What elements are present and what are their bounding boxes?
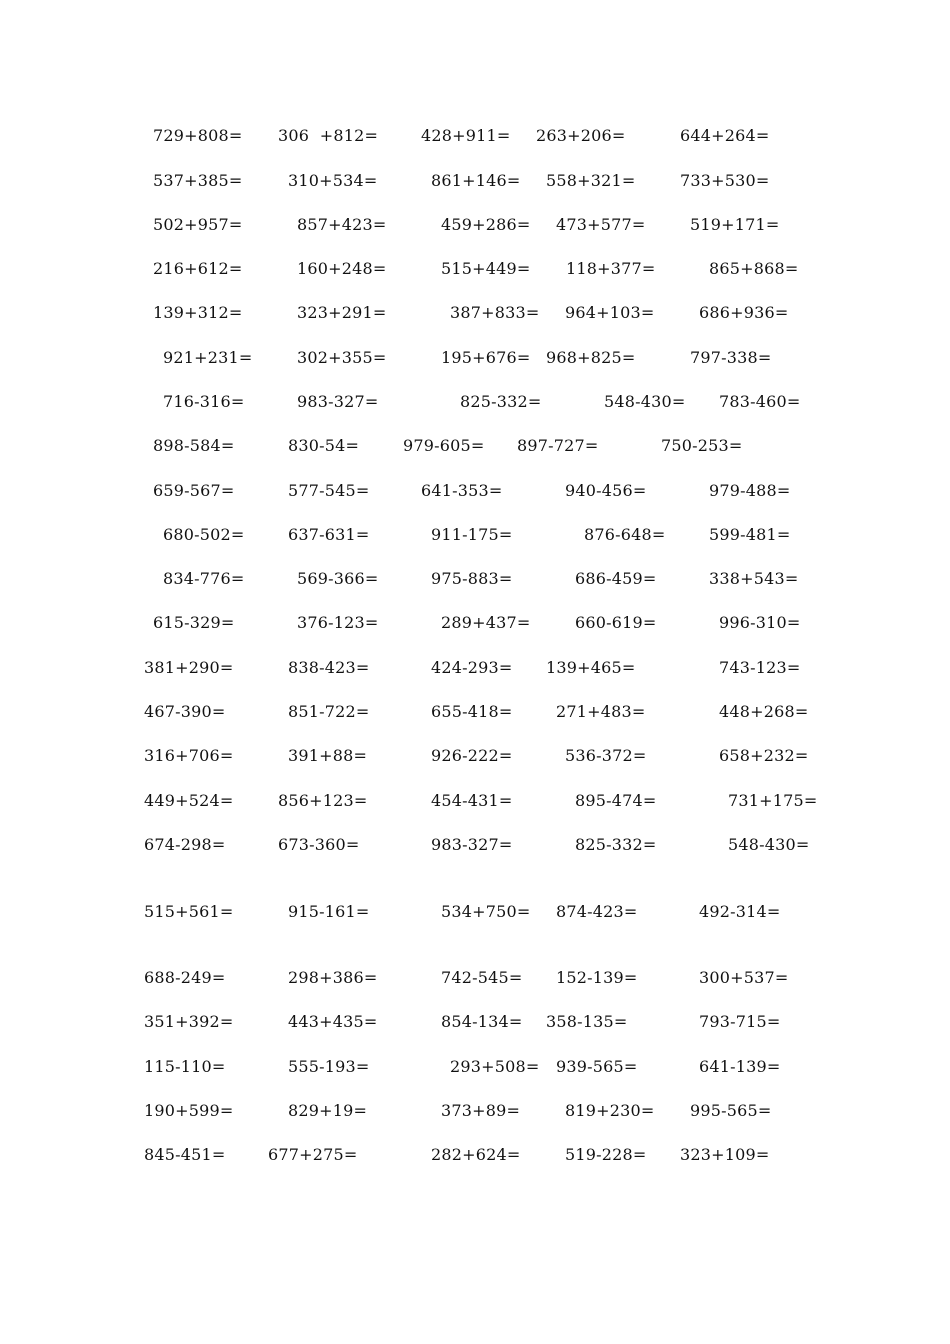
- math-problem: 381+290=: [144, 658, 234, 677]
- math-problem: 641-353=: [421, 481, 503, 500]
- math-problem: 921+231=: [163, 348, 253, 367]
- math-problem: 856+123=: [278, 791, 368, 810]
- math-problem: 537+385=: [153, 171, 243, 190]
- math-problem: 729+808=: [153, 126, 243, 145]
- math-problem: 293+508=: [450, 1057, 540, 1076]
- math-problem: 641-139=: [699, 1057, 781, 1076]
- math-problem: 851-722=: [288, 702, 370, 721]
- math-problem: 996-310=: [719, 613, 801, 632]
- math-problem: 391+88=: [288, 746, 368, 765]
- math-problem: 492-314=: [699, 902, 781, 921]
- math-problem: 939-565=: [556, 1057, 638, 1076]
- math-problem: 515+449=: [441, 259, 531, 278]
- math-problem: 979-488=: [709, 481, 791, 500]
- math-problem: 316+706=: [144, 746, 234, 765]
- math-problem: 139+465=: [546, 658, 636, 677]
- math-problem: 548-430=: [728, 835, 810, 854]
- math-problem: 190+599=: [144, 1101, 234, 1120]
- math-problem: 323+291=: [297, 303, 387, 322]
- math-problem: 536-372=: [565, 746, 647, 765]
- math-problem: 975-883=: [431, 569, 513, 588]
- math-problem: 838-423=: [288, 658, 370, 677]
- math-problem: 644+264=: [680, 126, 770, 145]
- math-problem: 519+171=: [690, 215, 780, 234]
- math-problem: 263+206=: [536, 126, 626, 145]
- math-problem: 306 +812=: [278, 126, 379, 145]
- math-problem: 302+355=: [297, 348, 387, 367]
- math-problem: 376-123=: [297, 613, 379, 632]
- math-problem: 834-776=: [163, 569, 245, 588]
- math-problem: 424-293=: [431, 658, 513, 677]
- math-problem: 968+825=: [546, 348, 636, 367]
- math-problem: 825-332=: [460, 392, 542, 411]
- math-problem: 897-727=: [517, 436, 599, 455]
- math-problem: 351+392=: [144, 1012, 234, 1031]
- math-problem: 674-298=: [144, 835, 226, 854]
- math-problem: 983-327=: [431, 835, 513, 854]
- math-problem: 979-605=: [403, 436, 485, 455]
- math-problem: 854-134=: [441, 1012, 523, 1031]
- math-problem: 115-110=: [144, 1057, 226, 1076]
- math-problem: 637-631=: [288, 525, 370, 544]
- math-problem: 926-222=: [431, 746, 513, 765]
- math-problem: 680-502=: [163, 525, 245, 544]
- math-problem: 534+750=: [441, 902, 531, 921]
- math-problem: 449+524=: [144, 791, 234, 810]
- math-problem: 515+561=: [144, 902, 234, 921]
- math-problem: 558+321=: [546, 171, 636, 190]
- math-problem: 830-54=: [288, 436, 360, 455]
- math-problem: 673-360=: [278, 835, 360, 854]
- math-problem: 819+230=: [565, 1101, 655, 1120]
- math-problem: 289+437=: [441, 613, 531, 632]
- math-problem: 688-249=: [144, 968, 226, 987]
- math-problem: 783-460=: [719, 392, 801, 411]
- math-problem: 298+386=: [288, 968, 378, 987]
- math-problem: 731+175=: [728, 791, 818, 810]
- math-problem: 443+435=: [288, 1012, 378, 1031]
- math-problem: 829+19=: [288, 1101, 368, 1120]
- math-problem: 519-228=: [565, 1145, 647, 1164]
- math-problem: 338+543=: [709, 569, 799, 588]
- math-problem: 615-329=: [153, 613, 235, 632]
- math-problem: 742-545=: [441, 968, 523, 987]
- math-problem: 716-316=: [163, 392, 245, 411]
- math-problem: 686+936=: [699, 303, 789, 322]
- math-problem: 865+868=: [709, 259, 799, 278]
- math-problem: 358-135=: [546, 1012, 628, 1031]
- math-problem: 282+624=: [431, 1145, 521, 1164]
- math-problem: 861+146=: [431, 171, 521, 190]
- math-problem: 473+577=: [556, 215, 646, 234]
- math-problem: 733+530=: [680, 171, 770, 190]
- math-problem: 876-648=: [584, 525, 666, 544]
- math-problem: 387+833=: [450, 303, 540, 322]
- math-problem: 271+483=: [556, 702, 646, 721]
- math-problem: 118+377=: [566, 259, 656, 278]
- math-problem: 139+312=: [153, 303, 243, 322]
- math-problem: 983-327=: [297, 392, 379, 411]
- math-problem: 659-567=: [153, 481, 235, 500]
- math-problem: 750-253=: [661, 436, 743, 455]
- math-problem: 454-431=: [431, 791, 513, 810]
- math-problem: 569-366=: [297, 569, 379, 588]
- math-problem: 599-481=: [709, 525, 791, 544]
- math-problem: 677+275=: [268, 1145, 358, 1164]
- math-problem: 915-161=: [288, 902, 370, 921]
- math-problem: 310+534=: [288, 171, 378, 190]
- math-problem: 898-584=: [153, 436, 235, 455]
- math-problem: 845-451=: [144, 1145, 226, 1164]
- math-problem: 448+268=: [719, 702, 809, 721]
- math-problem: 857+423=: [297, 215, 387, 234]
- math-problem: 911-175=: [431, 525, 513, 544]
- math-problem: 743-123=: [719, 658, 801, 677]
- math-problem: 995-565=: [690, 1101, 772, 1120]
- math-problem: 686-459=: [575, 569, 657, 588]
- math-problem: 895-474=: [575, 791, 657, 810]
- math-problem: 373+89=: [441, 1101, 521, 1120]
- math-problem: 655-418=: [431, 702, 513, 721]
- math-problem: 658+232=: [719, 746, 809, 765]
- math-problem: 793-715=: [699, 1012, 781, 1031]
- math-problem: 874-423=: [556, 902, 638, 921]
- math-problem: 216+612=: [153, 259, 243, 278]
- math-problem: 323+109=: [680, 1145, 770, 1164]
- math-problem: 502+957=: [153, 215, 243, 234]
- math-problem: 467-390=: [144, 702, 226, 721]
- math-problem: 964+103=: [565, 303, 655, 322]
- math-problem: 300+537=: [699, 968, 789, 987]
- math-problem: 797-338=: [690, 348, 772, 367]
- math-problem: 660-619=: [575, 613, 657, 632]
- math-problem: 940-456=: [565, 481, 647, 500]
- math-problem: 825-332=: [575, 835, 657, 854]
- math-problem: 577-545=: [288, 481, 370, 500]
- math-problem: 152-139=: [556, 968, 638, 987]
- math-problem: 160+248=: [297, 259, 387, 278]
- math-problem: 548-430=: [604, 392, 686, 411]
- math-problem: 195+676=: [441, 348, 531, 367]
- math-problem: 459+286=: [441, 215, 531, 234]
- math-problem: 555-193=: [288, 1057, 370, 1076]
- math-problem: 428+911=: [421, 126, 511, 145]
